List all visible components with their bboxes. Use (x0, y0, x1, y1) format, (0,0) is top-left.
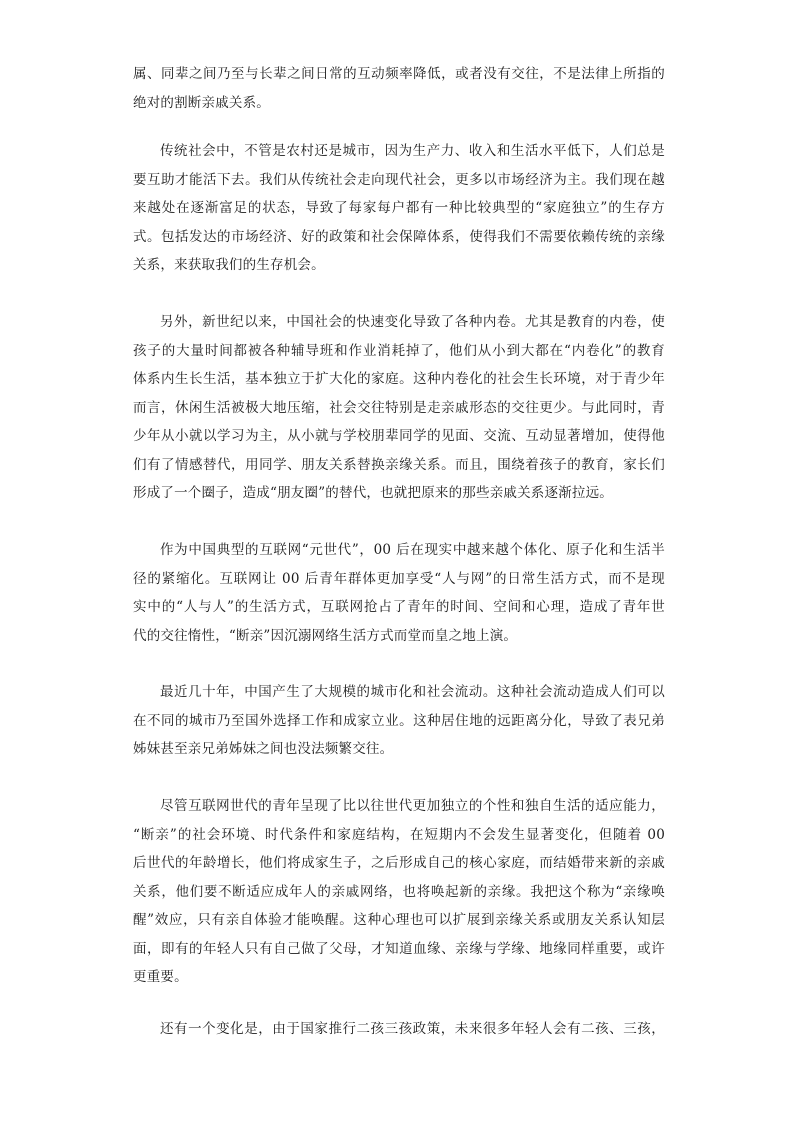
paragraph-line: 还有一个变化是，由于国家推行二孩三孩政策，未来很多年轻人会有二孩、三孩， (160, 1021, 665, 1037)
paragraph-line: 们有了情感替代，用同学、朋友关系替换亲缘关系。而且，围绕着孩子的教育，家长们 (133, 456, 665, 473)
paragraph-line: 实中的“人与人”的生活方式，互联网抢占了青年的时间、空间和心理，造成了青年世 (133, 599, 665, 615)
paragraph-line: 醒”效应，只有亲自体验才能唤醒。这种心理也可以扩展到亲缘关系或朋友关系认知层 (133, 912, 665, 928)
paragraph-line: 在不同的城市乃至国外选择工作和成家立业。这种居住地的远距离分化，导致了表兄弟 (133, 712, 665, 729)
paragraph-line: 孩子的大量时间都被各种辅导班和作业消耗掉了，他们从小到大都在“内卷化”的教育 (133, 342, 665, 359)
paragraph-line: 传统社会中，不管是农村还是城市，因为生产力、收入和生活水平低下，人们总是 (160, 143, 665, 159)
paragraph-line: 绝对的割断亲戚关系。 (133, 94, 270, 111)
paragraph-line: 要互助才能活下去。我们从传统社会走向现代社会，更多以市场经济为主。我们现在越 (133, 171, 665, 188)
paragraph-line: 体系内生长生活，基本独立于扩大化的家庭。这种内卷化的社会生长环境，对于青少年 (133, 371, 665, 387)
paragraph-6 (133, 792, 665, 992)
paragraph-line: 形成了一个圈子，造成“朋友圈”的替代，也就把原来的那些亲戚关系逐渐拉远。 (133, 485, 614, 501)
paragraph-7 (133, 1015, 665, 1044)
paragraph-5 (133, 678, 665, 764)
paragraph-line: 最近几十年，中国产生了大规模的城市化和社会流动。这种社会流动造成人们可以 (160, 684, 665, 700)
paragraph-line: 关系，他们要不断适应成年人的亲戚网络，也将唤起新的亲缘。我把这个称为“亲缘唤 (133, 883, 665, 900)
paragraph-line: 径的紧缩化。互联网让 00 后青年群体更加享受“人与网”的日常生活方式，而不是现 (133, 570, 665, 587)
paragraph-line: 而言，休闲生活被极大地压缩，社会交往特别是走亲戚形态的交往更少。与此同时，青 (133, 399, 665, 416)
paragraph-2 (133, 137, 665, 280)
paragraph-line: 尽管互联网世代的青年呈现了比以往世代更加独立的个性和独自生活的适应能力， (160, 798, 665, 814)
paragraph-line: 代的交往惰性，“断亲”因沉溺网络生活方式而堂而皇之地上演。 (133, 627, 518, 644)
paragraph-3 (133, 308, 665, 508)
paragraph-1 (133, 60, 665, 117)
paragraph-line: 式。包括发达的市场经济、好的政策和社会保障体系，使得我们不需要依赖传统的亲缘 (133, 228, 665, 245)
paragraph-line: 后世代的年龄增长，他们将成家生子，之后形成自己的核心家庭，而结婚带来新的亲戚 (133, 855, 665, 871)
paragraph-line: 来越处在逐渐富足的状态，导致了每家每户都有一种比较典型的“家庭独立”的生存方 (133, 200, 665, 216)
paragraph-line: 更重要。 (133, 969, 188, 985)
paragraph-line: 作为中国典型的互联网“元世代”，00 后在现实中越来越个体化、原子化和生活半 (160, 542, 665, 558)
paragraph-4 (133, 536, 665, 650)
paragraph-line: 属、同辈之间乃至与长辈之间日常的互动频率降低，或者没有交往，不是法律上所指的 (133, 66, 665, 82)
paragraph-line: 面，即有的年轻人只有自己做了父母，才知道血缘、亲缘与学缘、地缘同样重要，或许 (133, 940, 665, 957)
paragraph-line: 少年从小就以学习为主，从小就与学校朋辈同学的见面、交流、互动显著增加，使得他 (133, 428, 665, 444)
paragraph-line: 关系，来获取我们的生存机会。 (133, 257, 325, 273)
paragraph-line: 姊妹甚至亲兄弟姊妹之间也没法频繁交往。 (133, 741, 394, 757)
paragraph-line: “断亲”的社会环境、时代条件和家庭结构，在短期内不会发生显著变化，但随着 00 (133, 826, 665, 843)
paragraph-line: 另外，新世纪以来，中国社会的快速变化导致了各种内卷。尤其是教育的内卷，使 (160, 314, 665, 330)
